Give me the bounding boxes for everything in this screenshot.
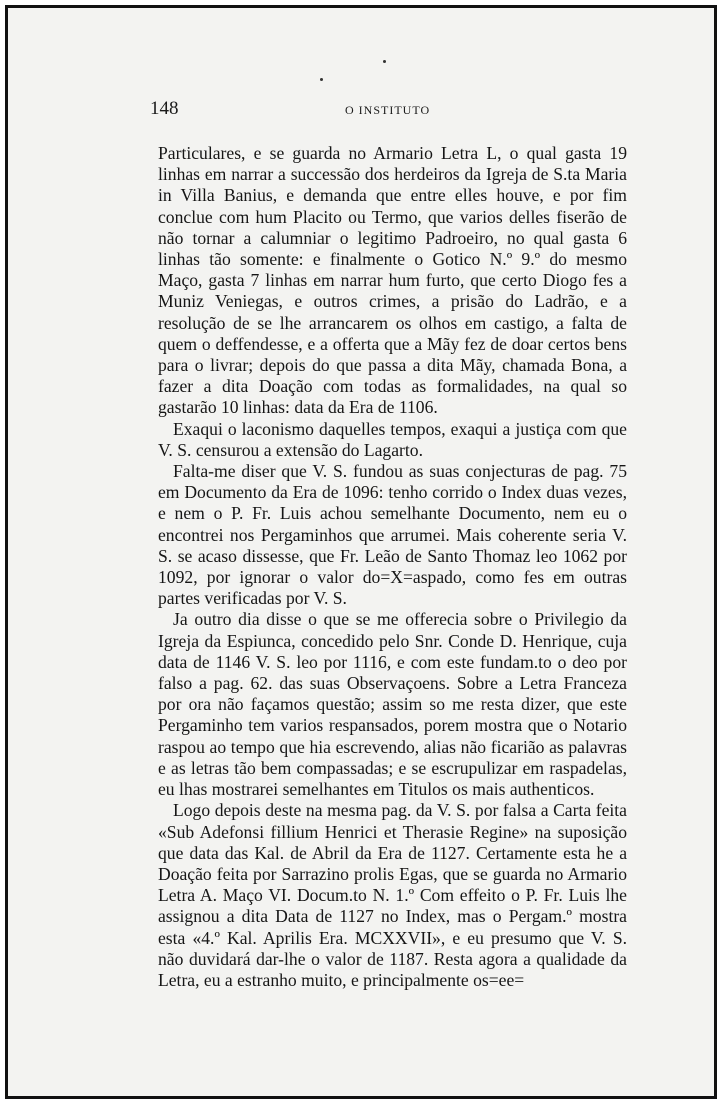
body-text	[158, 143, 627, 991]
page-number: 148	[150, 98, 179, 119]
ink-speck	[320, 78, 323, 81]
running-head: O INSTITUTO	[345, 103, 431, 117]
paragraph-3: Falta-me diser que V. S. fundou as suas conjecturas de pag. 75 em Documento da Era de 1096: tenho corrido o Index duas vezes, e nem o P. Fr. Luis achou semelhante Documento, nem eu o encontrei nos Pergaminhos que arrumei. Mais coherente seria V. S. se acaso dissesse, que Fr. Leão de Santo Thomaz leo 1062 por 1092, por ignorar o valor do=X=aspado, como fes em outras partes verificadas por V. S.	[158, 461, 627, 609]
page-header	[150, 98, 630, 122]
paragraph-4: Ja outro dia disse o que se me offerecia sobre o Privilegio da Igreja da Espiunca, concedido pelo Snr. Conde D. Henrique, cuja data de 1146 V. S. leo por 1116, e com este fundam.to o deo por falso a pag. 62. das suas Observaçoens. Sobre a Letra Franceza por ora não façamos questão; assim so me resta dizer, que este Pergaminho tem varios respansados, porem mostra que o Notario raspou ao tempo que hia escrevendo, alias não ficarião as palavras e as letras tão bem compassadas; e se escrupulizar em raspadelas, eu lhas mostrarei semelhantes em Titulos os mais authenticos.	[158, 609, 627, 800]
paragraph-5: Logo depois deste na mesma pag. da V. S. por falsa a Carta feita «Sub Adefonsi fillium Henrici et Therasie Regine» na suposição que data das Kal. de Abril da Era de 1127. Certamente esta he a Doação feita por Sarrazino prolis Egas, que se guarda no Armario Letra A. Maço VI. Docum.to N. 1.º Com effeito o P. Fr. Luis lhe assignou a dita Data de 1127 no Index, mas o Pergam.º mostra esta «4.º Kal. Aprilis Era. MCXXVII», e eu presumo que V. S. não duvidará dar-lhe o valor de 1187. Resta agora a qualidade da Letra, eu a estranho muito, e principalmente os=ee=	[158, 800, 627, 990]
paragraph-1: Particulares, e se guarda no Armario Letra L, o qual gasta 19 linhas em narrar a successão dos herdeiros da Igreja de S.ta Maria in Villa Banius, e demanda que entre elles houve, e por fim conclue com hum Placito ou Termo, que varios delles fiserão de não tornar a calumniar o legitimo Padroeiro, no qual gasta 6 linhas tão somente: e finalmente o Gotico N.º 9.º do mesmo Maço, gasta 7 linhas em narrar hum furto, que certo Diogo fes a Muniz Veniegas, e outros crimes, a prisão do Ladrão, e a resolução de se lhe arrancarem os olhos em castigo, a falta de quem o deffendesse, e a offerta que a Mãy fez de doar certos bens para o livrar; depois do que passa a dita Mãy, chamada Bona, a fazer a dita Doação com todas as formalidades, na qual so gastarão 10 linhas: data da Era de 1106.	[158, 143, 627, 418]
paragraph-2: Exaqui o laconismo daquelles tempos, exaqui a justiça com que V. S. censurou a extensão do Lagarto.	[158, 418, 627, 460]
ink-speck	[383, 60, 386, 63]
